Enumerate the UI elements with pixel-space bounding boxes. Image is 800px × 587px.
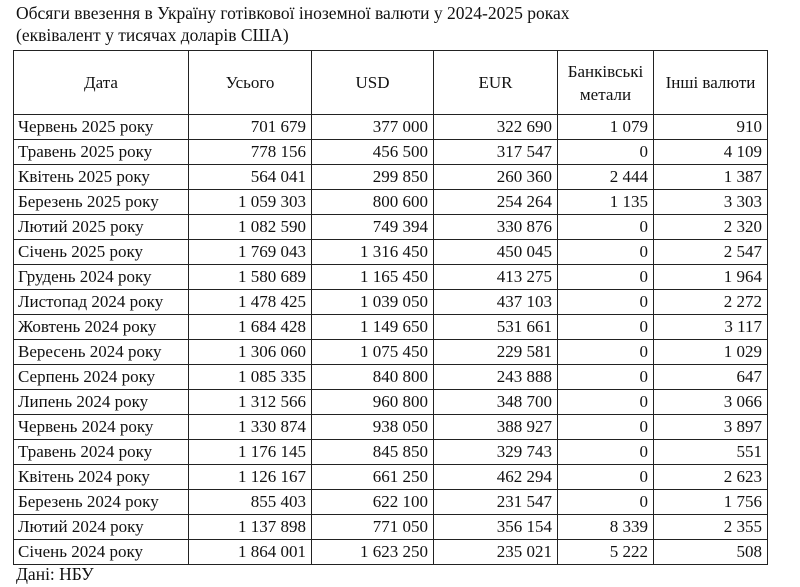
table-row [14,540,768,565]
header-eur: EUR [434,51,558,115]
cell-bank-metals: 0 [558,365,654,390]
document-title [16,2,570,46]
cell-date: Квітень 2025 року [14,165,189,190]
cell-total: 701 679 [189,115,312,140]
table-row [14,165,768,190]
cell-other-currencies: 1 964 [654,265,768,290]
cell-total: 1 137 898 [189,515,312,540]
cell-total: 1 330 874 [189,415,312,440]
header-total: Усього [189,51,312,115]
table-row [14,290,768,315]
cell-eur: 348 700 [434,390,558,415]
cell-other-currencies: 647 [654,365,768,390]
cell-usd: 1 075 450 [312,340,434,365]
cell-eur: 317 547 [434,140,558,165]
cell-usd: 840 800 [312,365,434,390]
cell-eur: 437 103 [434,290,558,315]
cell-eur: 330 876 [434,215,558,240]
header-bank-metals: Банківські метали [558,51,654,115]
cell-usd: 800 600 [312,190,434,215]
table-row [14,190,768,215]
table-row [14,265,768,290]
cell-total: 778 156 [189,140,312,165]
cell-eur: 231 547 [434,490,558,515]
cell-usd: 771 050 [312,515,434,540]
cell-total: 1 176 145 [189,440,312,465]
cell-usd: 749 394 [312,215,434,240]
cell-usd: 960 800 [312,390,434,415]
cell-total: 1 082 590 [189,215,312,240]
cell-date: Лютий 2025 року [14,215,189,240]
cell-usd: 845 850 [312,440,434,465]
cell-eur: 322 690 [434,115,558,140]
cell-total: 1 864 001 [189,540,312,565]
cell-other-currencies: 1 756 [654,490,768,515]
cell-other-currencies: 508 [654,540,768,565]
cell-date: Березень 2025 року [14,190,189,215]
table-row [14,365,768,390]
cell-total: 1 684 428 [189,315,312,340]
table-row [14,515,768,540]
cell-total: 1 059 303 [189,190,312,215]
cell-date: Червень 2025 року [14,115,189,140]
table-row [14,415,768,440]
cell-date: Травень 2024 року [14,440,189,465]
cell-other-currencies: 3 066 [654,390,768,415]
cell-eur: 450 045 [434,240,558,265]
table-row [14,465,768,490]
cell-date: Березень 2024 року [14,490,189,515]
cell-usd: 377 000 [312,115,434,140]
cell-other-currencies: 910 [654,115,768,140]
table-row [14,490,768,515]
cell-bank-metals: 0 [558,465,654,490]
cell-bank-metals: 0 [558,140,654,165]
cell-date: Січень 2024 року [14,540,189,565]
cell-eur: 260 360 [434,165,558,190]
cell-total: 564 041 [189,165,312,190]
cell-bank-metals: 0 [558,490,654,515]
cell-total: 1 126 167 [189,465,312,490]
cell-other-currencies: 4 109 [654,140,768,165]
header-date: Дата [14,51,189,115]
cell-date: Грудень 2024 року [14,265,189,290]
table-body [14,115,768,565]
cell-total: 855 403 [189,490,312,515]
table-row [14,315,768,340]
cell-other-currencies: 2 547 [654,240,768,265]
cell-bank-metals: 1 135 [558,190,654,215]
title-line-2: (еквівалент у тисячах доларів США) [16,25,289,45]
cell-bank-metals: 5 222 [558,540,654,565]
cell-date: Вересень 2024 року [14,340,189,365]
table-row [14,215,768,240]
cell-usd: 299 850 [312,165,434,190]
header-other-currencies: Інші валюти [654,51,768,115]
cell-bank-metals: 0 [558,240,654,265]
cell-date: Жовтень 2024 року [14,315,189,340]
cell-usd: 1 165 450 [312,265,434,290]
cell-date: Січень 2025 року [14,240,189,265]
cell-eur: 531 661 [434,315,558,340]
cell-usd: 1 149 650 [312,315,434,340]
cell-bank-metals: 8 339 [558,515,654,540]
cell-bank-metals: 1 079 [558,115,654,140]
cell-eur: 356 154 [434,515,558,540]
cell-other-currencies: 3 897 [654,415,768,440]
cell-date: Листопад 2024 року [14,290,189,315]
cell-total: 1 306 060 [189,340,312,365]
header-usd: USD [312,51,434,115]
cell-bank-metals: 0 [558,390,654,415]
cell-other-currencies: 2 272 [654,290,768,315]
cell-date: Лютий 2024 року [14,515,189,540]
cell-bank-metals: 2 444 [558,165,654,190]
cell-usd: 661 250 [312,465,434,490]
cell-total: 1 580 689 [189,265,312,290]
cell-usd: 1 039 050 [312,290,434,315]
cell-eur: 388 927 [434,415,558,440]
table-row [14,340,768,365]
cell-usd: 1 623 250 [312,540,434,565]
data-source: Дані: НБУ [16,564,94,584]
cell-total: 1 769 043 [189,240,312,265]
table-row [14,115,768,140]
cell-total: 1 085 335 [189,365,312,390]
cell-usd: 938 050 [312,415,434,440]
cell-bank-metals: 0 [558,440,654,465]
cell-eur: 329 743 [434,440,558,465]
title-line-1: Обсяги ввезення в Україну готівкової іноземної валюти у 2024-2025 роках [16,3,570,23]
cell-other-currencies: 1 029 [654,340,768,365]
cell-date: Червень 2024 року [14,415,189,440]
cell-eur: 243 888 [434,365,558,390]
cell-other-currencies: 551 [654,440,768,465]
cell-eur: 462 294 [434,465,558,490]
cell-eur: 413 275 [434,265,558,290]
table-row [14,390,768,415]
cell-date: Серпень 2024 року [14,365,189,390]
cell-other-currencies: 2 355 [654,515,768,540]
cell-bank-metals: 0 [558,315,654,340]
table-row [14,240,768,265]
cell-other-currencies: 3 117 [654,315,768,340]
cell-usd: 456 500 [312,140,434,165]
cell-bank-metals: 0 [558,265,654,290]
cell-usd: 622 100 [312,490,434,515]
cell-total: 1 312 566 [189,390,312,415]
cell-other-currencies: 3 303 [654,190,768,215]
cell-date: Квітень 2024 року [14,465,189,490]
cell-usd: 1 316 450 [312,240,434,265]
cell-bank-metals: 0 [558,340,654,365]
cell-bank-metals: 0 [558,415,654,440]
table-header-row [14,51,768,115]
cell-bank-metals: 0 [558,215,654,240]
cell-eur: 254 264 [434,190,558,215]
cell-date: Липень 2024 року [14,390,189,415]
cell-bank-metals: 0 [558,290,654,315]
table-row [14,440,768,465]
currency-import-table [13,50,768,565]
cell-eur: 229 581 [434,340,558,365]
cell-eur: 235 021 [434,540,558,565]
table-row [14,140,768,165]
cell-total: 1 478 425 [189,290,312,315]
cell-date: Травень 2025 року [14,140,189,165]
cell-other-currencies: 2 320 [654,215,768,240]
cell-other-currencies: 2 623 [654,465,768,490]
cell-other-currencies: 1 387 [654,165,768,190]
